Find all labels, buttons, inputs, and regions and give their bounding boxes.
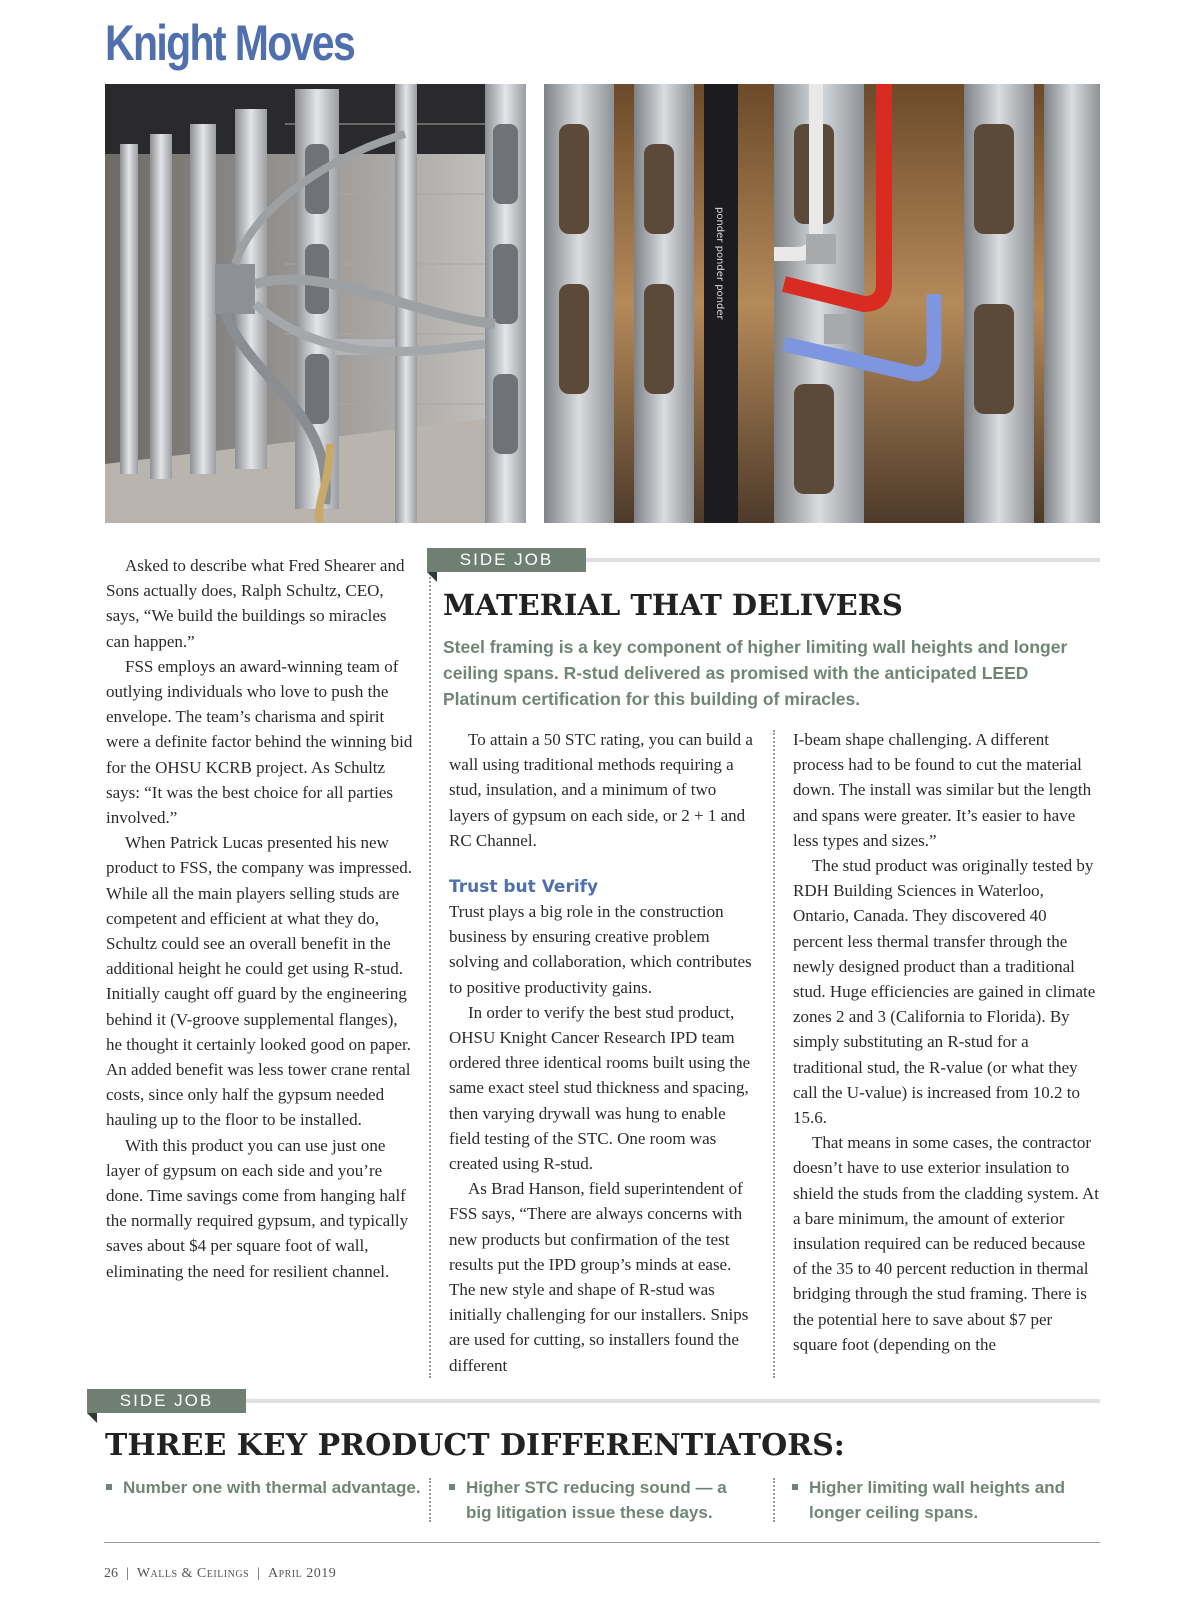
- steel-stud-plumbing-pipes-photo: [544, 84, 1100, 523]
- issue-date: April 2019: [267, 1566, 337, 1581]
- side-job-tag: SIDE JOB: [87, 1389, 246, 1413]
- article-paragraph: To attain a 50 STC rating, you can build a wall using traditional methods requiring a stud, insulation, and a minimum of two layers of gypsum on each side, or 2 + 1 and RC Channel.: [449, 730, 753, 850]
- article-paragraph: The stud product was originally tested by RDH Building Sciences in Waterloo, Ontario, Canada. They discovered 40 percent less thermal transfer through the newly designed product than a traditional stud. Huge efficiencies are gained in climate zones 2 and 3 (California to Florida). By simply substituting an R-stud for a traditional stud, the R-value (or what they call the U-value) is increased from 10.2 to 15.6.: [793, 856, 1096, 1128]
- section-rule: [586, 558, 1100, 562]
- differentiator-bullet: [792, 1475, 1109, 1525]
- article-paragraph: I-beam shape challenging. A different process had to be found to cut the material down. The install was similar but the length and spans were greater. It’s easier to have less types and sizes.”: [793, 730, 1092, 850]
- steel-stud-electrical-conduit-photo: [105, 84, 526, 523]
- article-paragraph: Trust plays a big role in the construction business by ensuring creative problem solving and collaboration, which contributes to positive productivity gains.: [449, 902, 752, 997]
- page-footer: 26 | Walls & Ceilings | April 2019: [104, 1566, 337, 1581]
- article-paragraph: That means in some cases, the contractor doesn’t have to use exterior insulation to shield the studs from the cladding system. At a bare minimum, the amount of exterior insulation required can be reduced because of the 35 to 40 percent reduction in thermal bridging through the stud framing. There is the potential here to save about $7 per square foot (depending on the: [793, 1133, 1099, 1354]
- page-number: 26: [104, 1566, 118, 1581]
- left-column-article: [106, 553, 413, 1284]
- bullet-square-icon: [449, 1484, 455, 1490]
- differentiator-bullet: [106, 1475, 423, 1500]
- article-paragraph: With this product you can use just one layer of gypsum on each side and you’re done. Time savings come from hanging half the normally required gypsum, and typically saves about $4 per square foot of wall, eliminating the need for resilient channel.: [106, 1135, 409, 1281]
- svg-text:ponder ponder ponder: ponder ponder ponder: [714, 207, 725, 320]
- sidebar-column-2: [793, 727, 1100, 1357]
- section-subhead: Trust but Verify: [449, 877, 599, 898]
- column-divider: [773, 1478, 775, 1522]
- bullet-text: Number one with thermal advantage.: [123, 1478, 421, 1497]
- column-divider: [429, 554, 431, 1378]
- column-divider: [773, 730, 775, 1378]
- differentiator-bullet: [449, 1475, 731, 1525]
- sidebar-deck: Steel framing is a key component of higher limiting wall heights and longer ceiling spans. R-stud delivered as promised with the anticipated LEED Platinum certification for this building of miracles.: [443, 637, 1068, 709]
- article-paragraph: FSS employs an award-winning team of outlying individuals who love to push the envelope. The team’s charisma and spirit were a definite factor behind the winning bid for the OHSU KCRB project. As Schultz says: “It was the best choice for all parties involved.”: [106, 656, 413, 828]
- bullet-square-icon: [792, 1484, 798, 1490]
- sidebar-headline: MATERIAL THAT DELIVERS: [443, 588, 903, 622]
- column-divider: [429, 1478, 431, 1522]
- page-title: Knight Moves: [105, 15, 355, 71]
- bullet-text: Higher STC reducing sound — a big litigation issue these days.: [466, 1478, 727, 1522]
- sidebar-column-1: [449, 727, 759, 1378]
- side-job-tag: SIDE JOB: [427, 548, 586, 572]
- bullet-text: Higher limiting wall heights and longer ceiling spans.: [809, 1478, 1065, 1522]
- footer-rule: [104, 1542, 1100, 1543]
- publication-name: Walls & Ceilings: [136, 1566, 250, 1581]
- article-paragraph: As Brad Hanson, field superintendent of FSS says, “There are always concerns with new products but confirmation of the test results put the IPD group’s minds at ease. The new style and shape of R-stud was initially challenging for our installers. Snips are used for cutting, so installers found the different: [449, 1179, 749, 1375]
- bullet-square-icon: [106, 1484, 112, 1490]
- article-paragraph: In order to verify the best stud product, OHSU Knight Cancer Research IPD team ordered three identical rooms built using the same exact steel stud thickness and spacing, then varying drywall was hung to enable field testing of the STC. One room was created using R-stud.: [449, 1002, 751, 1174]
- tag-tail-decoration: [87, 1413, 97, 1423]
- section-rule: [246, 1399, 1100, 1403]
- sidebar-headline: THREE KEY PRODUCT DIFFERENTIATORS:: [105, 1428, 845, 1463]
- tag-tail-decoration: [427, 572, 437, 582]
- article-paragraph: When Patrick Lucas presented his new product to FSS, the company was impressed. While all the main players selling studs are competent and efficient at what they do, Schultz could see an overall benefit in the additional height he could get using R-stud. Initially caught off guard by the engineering behind it (V-groove supplemental flanges), he thought it certainly looked good on paper. An added benefit was less tower crane rental costs, since only half the gypsum needed hauling up to the floor to be installed.: [106, 833, 412, 1130]
- article-paragraph: Asked to describe what Fred Shearer and Sons actually does, Ralph Schultz, CEO, says, “We build the buildings so miracles can happen.”: [106, 556, 405, 651]
